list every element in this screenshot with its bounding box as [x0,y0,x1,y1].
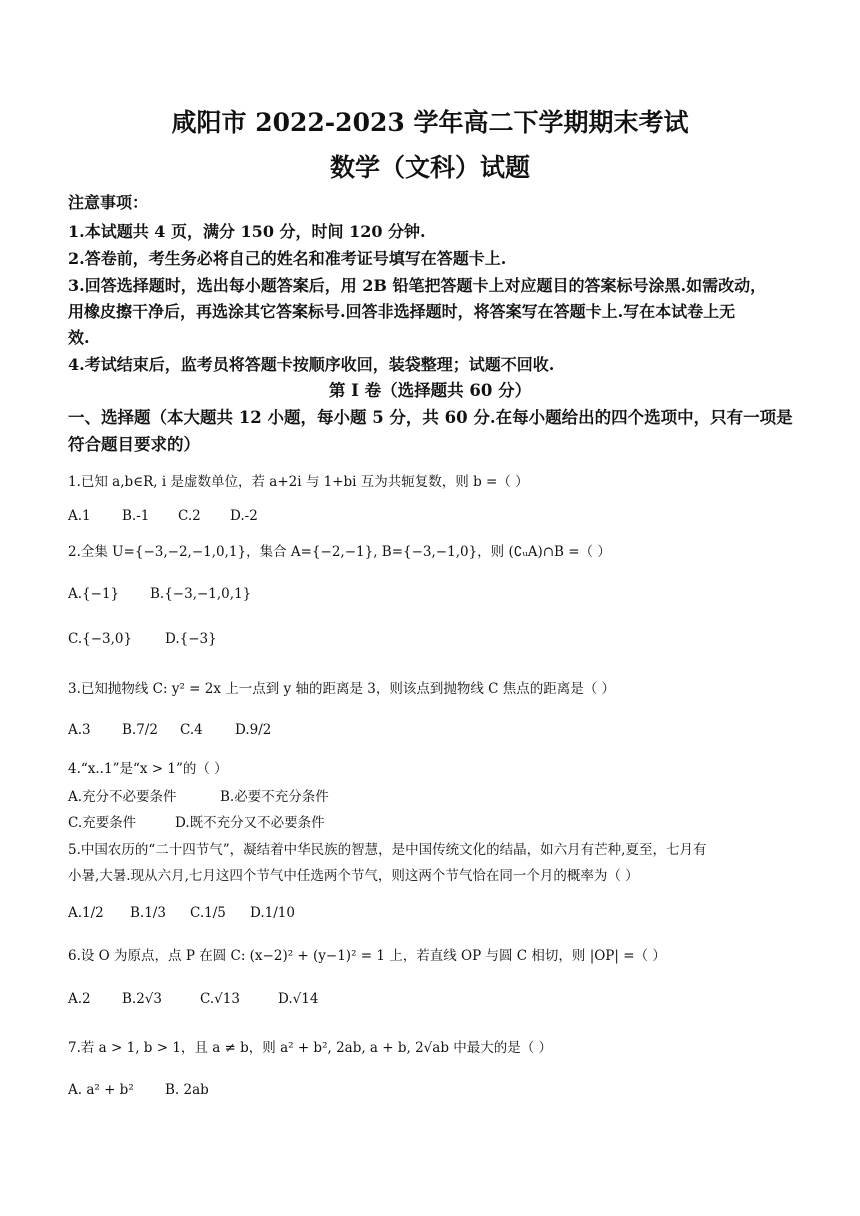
question-stem: 3.已知抛物线 C: y² = 2x 上一点到 y 轴的距离是 3，则该点到抛物线 C 焦点的距离是（ ） [68,681,616,697]
option-a: A.3 [68,722,91,738]
question-stem-cont: 小暑,大暑.现从六月,七月这四个节气中任选两个节气，则这两个节气恰在同一个月的概率为（ ） [68,868,639,884]
option-b: B.必要不充分条件 [220,789,329,805]
option-b: B.1/3 [130,905,166,921]
part-heading: 第 I 卷（选择题共 60 分） [328,381,532,400]
option-c: C.{−3,0} [68,631,133,647]
option-a: A.充分不必要条件 [68,789,177,805]
option-c: C.4 [180,722,203,738]
page-title: 咸阳市 2022-2023 学年高二下学期期末考试 [171,108,689,137]
option-b: B. 2ab [165,1082,209,1098]
question-stem: 4.“x..1”是“x > 1”的（ ） [68,761,228,777]
option-b: B.7/2 [122,722,158,738]
section-instruction: 一、选择题（本大题共 12 小题，每小题 5 分，共 60 分.在每小题给出的四个选项中，只有一项是 [68,408,793,427]
note-item: 3.回答选择题时，选出每小题答案后，用 2B 铅笔把答题卡上对应题目的答案标号涂黑.如需改动， [68,276,767,295]
option-c: C.√13 [200,991,240,1007]
note-item: 1.本试题共 4 页，满分 150 分，时间 120 分钟. [68,222,426,241]
question-stem: 1.已知 a,b∈R, i 是虚数单位，若 a+2i 与 1+bi 互为共轭复数，则 b =（ ） [68,474,529,490]
option-c: C.充要条件 [68,815,137,831]
option-d: D.√14 [278,991,319,1007]
option-d: D.-2 [230,508,258,524]
page-subtitle: 数学（文科）试题 [329,153,530,182]
option-a: A.1 [68,508,91,524]
note-item: 用橡皮擦干净后，再选涂其它答案标号.回答非选择题时，将答案写在答题卡上.写在本试卷上无 [68,302,736,321]
option-d: D.1/10 [250,905,295,921]
note-item: 4.考试结束后，监考员将答题卡按顺序收回，装袋整理；试题不回收. [68,355,555,374]
option-a: A.1/2 [68,905,104,921]
question-stem: 6.设 O 为原点，点 P 在圆 C: (x−2)² + (y−1)² = 1 上，若直线 OP 与圆 C 相切，则 |OP| =（ ） [68,948,666,964]
question-stem: 2.全集 U={−3,−2,−1,0,1}，集合 A={−2,−1}, B={−3,−1,0}，则 (∁ᵤA)∩B =（ ） [68,544,611,560]
note-item: 效. [68,328,90,347]
option-b: B.{−3,−1,0,1} [150,586,252,602]
note-item: 2.答卷前，考生务必将自己的姓名和准考证号填写在答题卡上. [68,249,507,268]
option-d: D.9/2 [235,722,272,738]
option-b: B.-1 [122,508,150,524]
notes-heading: 注意事项： [68,193,149,212]
option-d: D.既不充分又不必要条件 [175,815,325,831]
option-a: A.{−1} [68,586,120,602]
option-c: C.2 [178,508,201,524]
question-stem: 7.若 a > 1, b > 1，且 a ≠ b，则 a² + b², 2ab, a + b, 2√ab 中最大的是（ ） [68,1040,553,1056]
section-instruction-cont: 符合题目要求的） [68,435,200,454]
question-stem: 5.中国农历的“二十四节气”，凝结着中华民族的智慧，是中国传统文化的结晶，如六月有芒种,夏至，七月有 [68,842,707,858]
option-b: B.2√3 [122,991,162,1007]
option-a: A. a² + b² [68,1082,134,1098]
option-a: A.2 [68,991,91,1007]
option-c: C.1/5 [190,905,226,921]
option-d: D.{−3} [165,631,217,647]
